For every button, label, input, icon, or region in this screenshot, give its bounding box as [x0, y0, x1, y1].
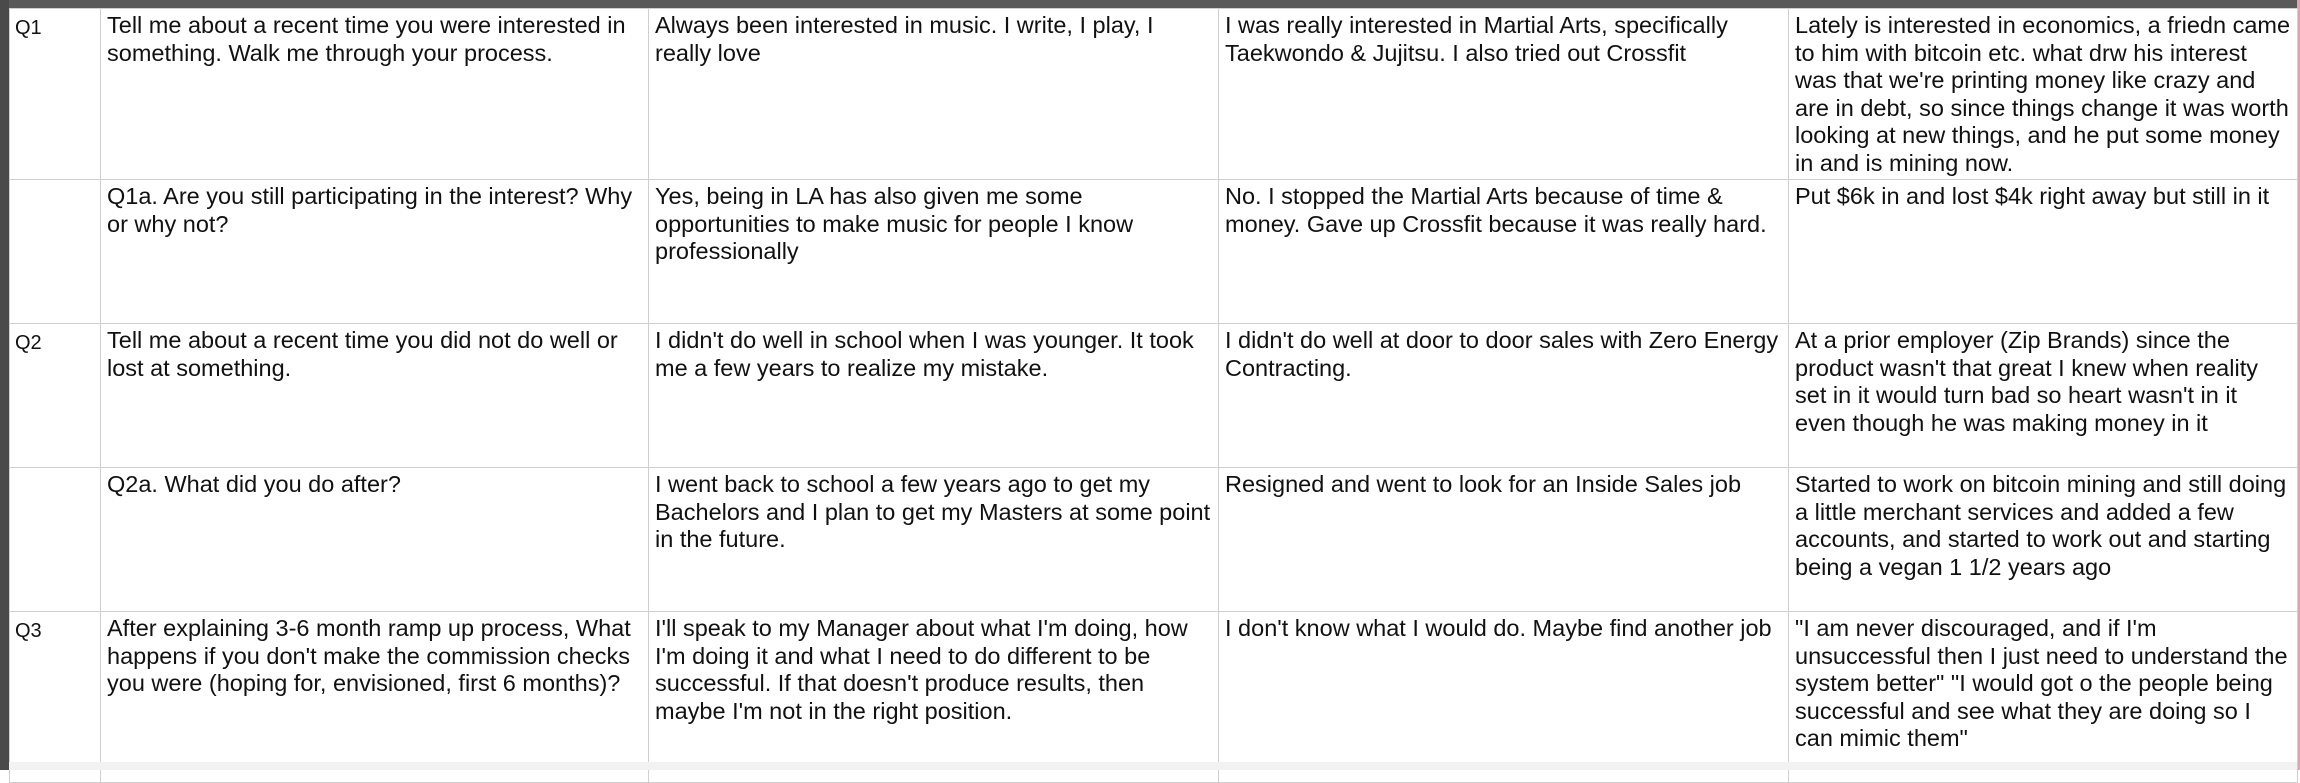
answer-cell[interactable]: I'll speak to my Manager about what I'm doing, how I'm doing it and what I need to do different to be successful. If that doesn't produce results, then maybe I'm not in the right position. [649, 612, 1219, 783]
question-cell[interactable]: Q2a. What did you do after? [101, 468, 649, 612]
question-id-cell[interactable] [10, 180, 101, 324]
table-row [10, 612, 2298, 783]
next-row-strip [9, 762, 2297, 770]
answer-cell[interactable]: Yes, being in LA has also given me some opportunities to make music for people I know professionally [649, 180, 1219, 324]
answer-cell[interactable]: I didn't do well in school when I was younger. It took me a few years to realize my mistake. [649, 324, 1219, 468]
answer-cell[interactable]: No. I stopped the Martial Arts because of time & money. Gave up Crossfit because it was really hard. [1219, 180, 1789, 324]
answer-cell[interactable]: At a prior employer (Zip Brands) since the product wasn't that great I knew when reality set in it would turn bad so heart wasn't in it even though he was making money in it [1789, 324, 2298, 468]
table-row [10, 180, 2298, 324]
data-grid [9, 8, 2298, 783]
answer-cell[interactable]: Always been interested in music. I write, I play, I really love [649, 9, 1219, 180]
question-id-cell[interactable]: Q1 [10, 9, 101, 180]
table-row [10, 324, 2298, 468]
question-cell[interactable]: Q1a. Are you still participating in the interest? Why or why not? [101, 180, 649, 324]
answer-cell[interactable]: Started to work on bitcoin mining and still doing a little merchant services and added a few accounts, and started to work out and starting being a vegan 1 1/2 years ago [1789, 468, 2298, 612]
answer-cell[interactable]: I don't know what I would do. Maybe find another job [1219, 612, 1789, 783]
table-row [10, 468, 2298, 612]
row-header-strip [0, 0, 9, 770]
question-cell[interactable]: Tell me about a recent time you were interested in something. Walk me through your process. [101, 9, 649, 180]
answer-cell[interactable]: I went back to school a few years ago to get my Bachelors and I plan to get my Masters at some point in the future. [649, 468, 1219, 612]
header-strip [0, 0, 2300, 8]
answer-cell[interactable]: "I am never discouraged, and if I'm unsuccessful then I just need to understand the system better" "I would got o the people being successful and see what they are doing so I can mimic them" [1789, 612, 2298, 783]
table-row [10, 9, 2298, 180]
answer-cell[interactable]: Resigned and went to look for an Inside Sales job [1219, 468, 1789, 612]
question-id-cell[interactable]: Q3 [10, 612, 101, 783]
answer-cell[interactable]: Lately is interested in economics, a friedn came to him with bitcoin etc. what drw his interest was that we're printing money like crazy and are in debt, so since things change it was worth looking at new things, and he put some money in and is mining now. [1789, 9, 2298, 180]
question-id-cell[interactable]: Q2 [10, 324, 101, 468]
question-cell[interactable]: Tell me about a recent time you did not do well or lost at something. [101, 324, 649, 468]
question-id-cell[interactable] [10, 468, 101, 612]
answer-cell[interactable]: I was really interested in Martial Arts, specifically Taekwondo & Jujitsu. I also tried out Crossfit [1219, 9, 1789, 180]
answer-cell[interactable]: I didn't do well at door to door sales with Zero Energy Contracting. [1219, 324, 1789, 468]
question-cell[interactable]: After explaining 3-6 month ramp up process, What happens if you don't make the commission checks you were (hoping for, envisioned, first 6 months)? [101, 612, 649, 783]
answer-cell[interactable]: Put $6k in and lost $4k right away but still in it [1789, 180, 2298, 324]
